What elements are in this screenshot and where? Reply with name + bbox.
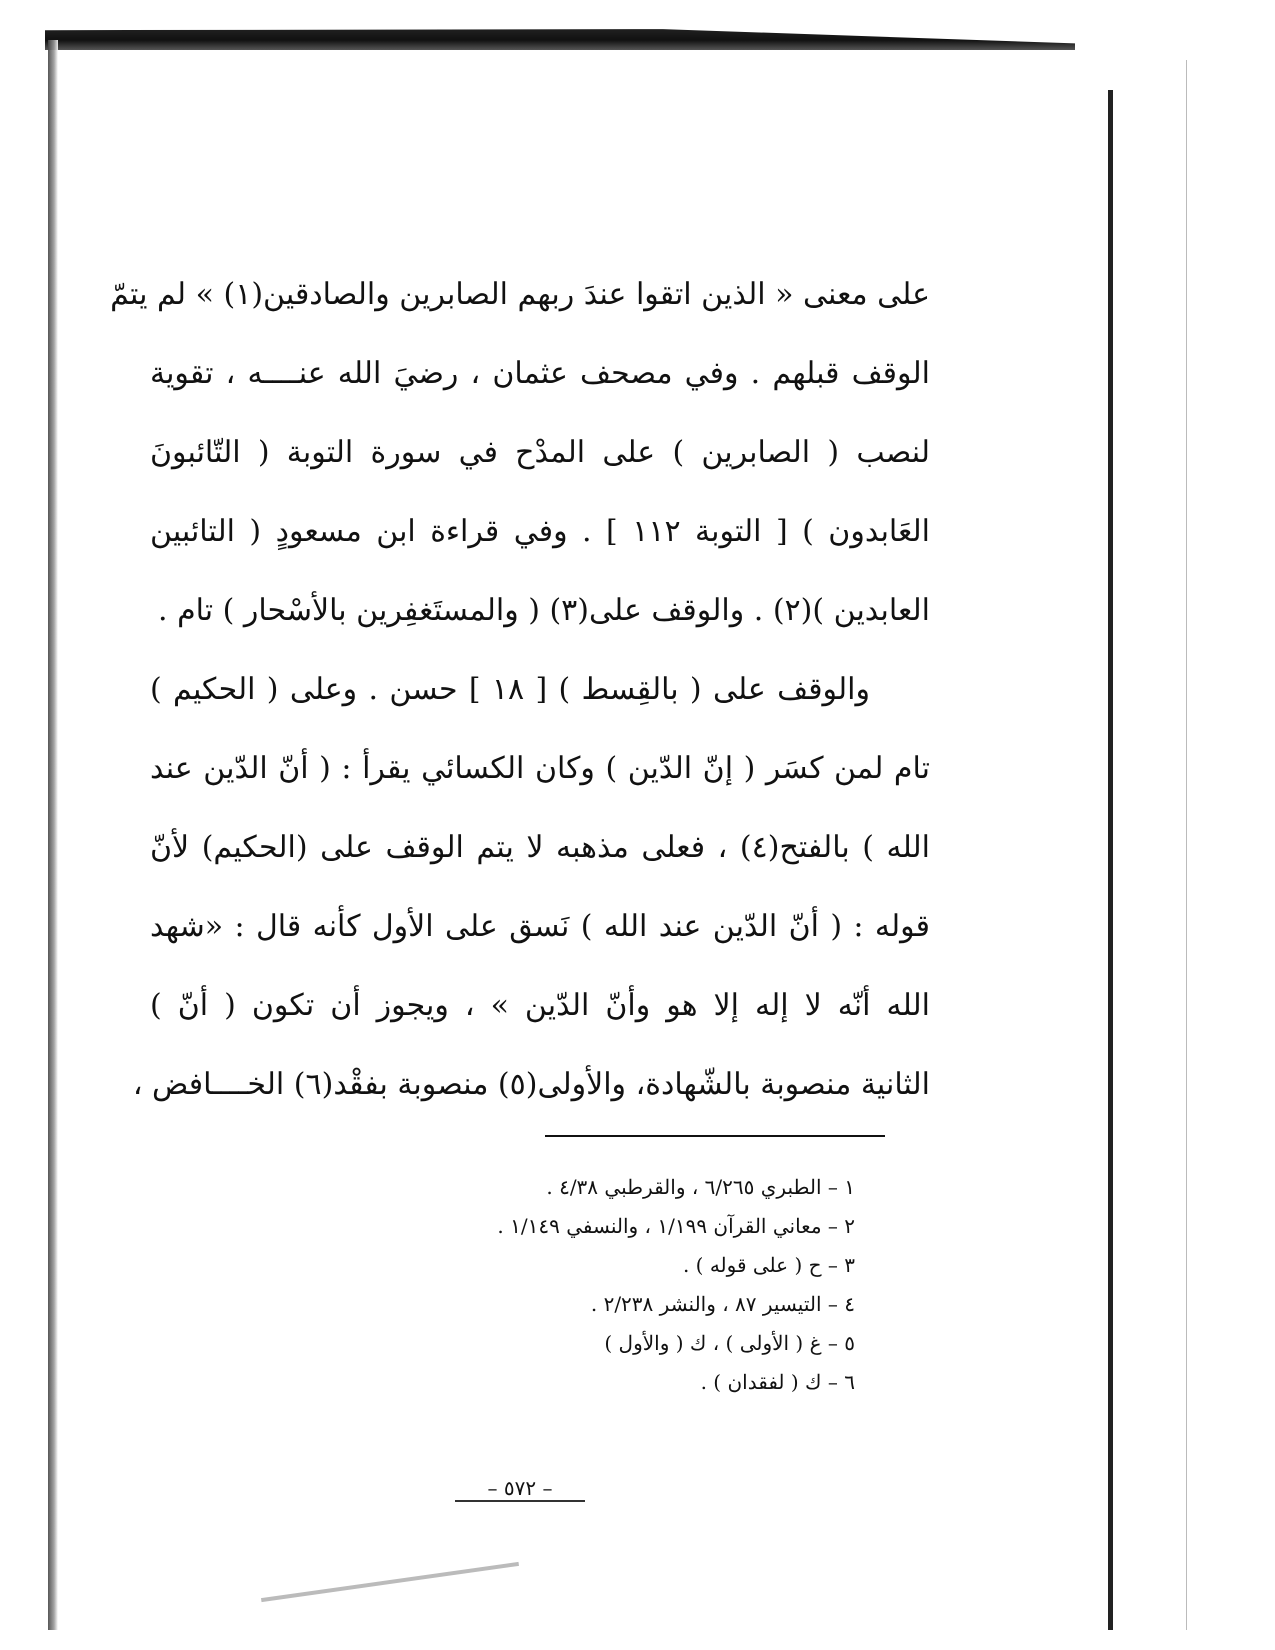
footnote: ٣ – ح ( على قوله ) . [682,1253,855,1277]
text-line: العَابدون ) [ التوبة ١١٢ ] . وفي قراءة ابن مسعودٍ ( التائبين [150,514,931,549]
text-line: والوقف على ( بالقِسط ) [ ١٨ ] حسن . وعلى ( الحكيم ) [150,672,871,707]
main-text [110,255,931,1124]
scan-edge-right-faint [1186,60,1187,1630]
text-line: قوله : ( أنّ الدّين عند الله ) نَسق على الأول كأنه قال : «شهد [150,909,930,944]
text-line: تام لمن كسَر ( إنّ الدّين ) وكان الكسائي يقرأ : ( أنّ الدّين عند [150,751,930,786]
text-line: الوقف قبلهم . وفي مصحف عثمان ، رضيَ الله عنــــه ، تقوية [150,356,930,391]
text-line: الله أنّه لا إله إلا هو وأنّ الدّين » ، ويجوز أن تكون ( أنّ ) [150,988,930,1023]
scan-edge-right [1108,90,1113,1630]
footnote: ٤ – التيسير ٨٧ ، والنشر ٢/٢٣٨ . [590,1292,855,1316]
footnote: ١ – الطبري ٦/٢٦٥ ، والقرطبي ٤/٣٨ . [546,1175,855,1199]
footnote: ٥ – غ ( الأولى ) ، ك ( والأول ) [604,1331,855,1355]
text-line: العابدين )(٢) . والوقف على(٣) ( والمستَغفِرين بالأسْحار ) تام . [158,593,930,628]
text-line: لنصب ( الصابرين ) على المدْح في سورة التوبة ( التّائبونَ [150,435,930,470]
footnote: ٦ – ك ( لفقدان ) . [700,1370,855,1394]
scan-edge-top [45,28,1075,50]
page-number: – ٥٧٢ – [455,1476,585,1502]
text-line: الله ) بالفتح(٤) ، فعلى مذهبه لا يتم الوقف على (الحكيم) لأنّ [150,830,930,865]
text-line: الثانية منصوبة بالشّهادة، والأولى(٥) منصوبة بفقْد(٦) الخــــافض ، [132,1067,930,1102]
footnotes [335,1168,855,1402]
footnote-separator [545,1135,885,1137]
scan-smudge [261,1562,519,1602]
text-line: على معنى « الذين اتقوا عندَ ربهم الصابرين والصادقين(١) » لم يتمّ [110,277,930,312]
scan-edge-left [48,40,58,1630]
footnote: ٢ – معاني القرآن ١/١٩٩ ، والنسفي ١/١٤٩ . [497,1214,855,1238]
